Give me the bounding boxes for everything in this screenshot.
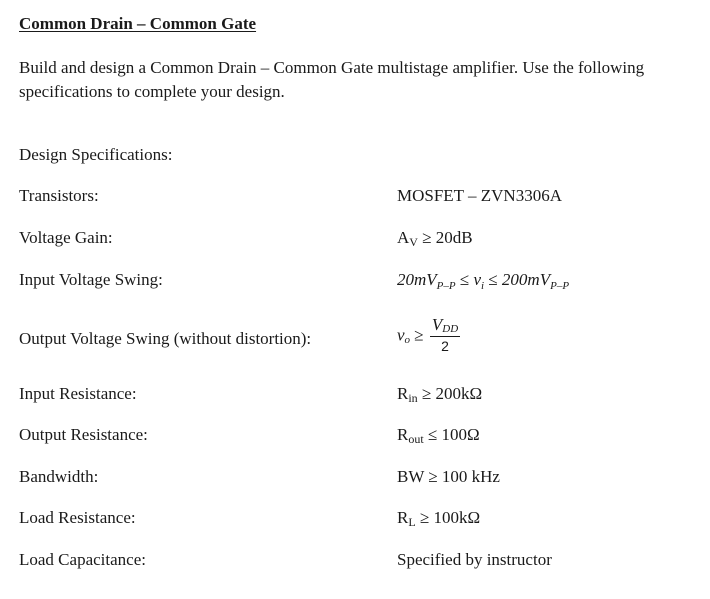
document-title: Common Drain – Common Gate bbox=[19, 14, 257, 33]
rl-relation: ≥ 100kΩ bbox=[419, 508, 481, 527]
spec-value-load-resistance bbox=[397, 508, 480, 528]
rout-symbol: R bbox=[397, 425, 409, 444]
gain-symbol-subscript: V bbox=[409, 235, 418, 249]
input-swing-op1: ≤ bbox=[459, 270, 470, 289]
rl-symbol: R bbox=[397, 508, 409, 527]
fraction-numerator: VDD bbox=[431, 315, 459, 335]
spec-value-load-capacitance: Specified by instructor bbox=[397, 550, 552, 569]
spec-label-load-resistance: Load Resistance: bbox=[19, 508, 136, 527]
rin-symbol: R bbox=[397, 384, 409, 403]
spec-label-input-swing: Input Voltage Swing: bbox=[19, 270, 163, 289]
spec-value-input-swing bbox=[397, 270, 569, 290]
fraction-numerator-subscript: DD bbox=[442, 323, 459, 335]
output-swing-var-subscript: o bbox=[404, 333, 411, 346]
spec-value-output-swing bbox=[397, 316, 460, 355]
spec-value-voltage-gain bbox=[397, 228, 473, 248]
output-swing-var: v bbox=[397, 325, 405, 345]
input-swing-var: v bbox=[473, 270, 482, 289]
spec-row-bandwidth bbox=[0, 467, 710, 497]
spec-row-input-resistance bbox=[0, 384, 710, 414]
spec-row-voltage-gain bbox=[0, 228, 710, 258]
output-swing-fraction bbox=[430, 316, 460, 355]
rin-relation: ≥ 200kΩ bbox=[421, 384, 483, 403]
input-swing-lower: 20mV bbox=[397, 270, 437, 289]
spec-label-load-capacitance: Load Capacitance: bbox=[19, 550, 146, 569]
output-swing-op: ≥ bbox=[414, 325, 424, 345]
spec-row-output-resistance bbox=[0, 425, 710, 455]
spec-value-bandwidth: BW ≥ 100 kHz bbox=[397, 467, 500, 486]
spec-row-output-swing bbox=[0, 316, 710, 366]
input-swing-upper-subscript: P–P bbox=[550, 280, 570, 292]
spec-row-input-swing bbox=[0, 270, 710, 300]
rout-relation: ≤ 100Ω bbox=[427, 425, 480, 444]
intro-paragraph: Build and design a Common Drain – Common Gate multistage amplifier. Use the following specifications to complete your design. bbox=[19, 58, 645, 101]
input-swing-var-subscript: i bbox=[481, 280, 485, 292]
input-swing-op2: ≤ bbox=[488, 270, 498, 289]
rout-symbol-subscript: out bbox=[408, 432, 424, 446]
spec-label-input-resistance: Input Resistance: bbox=[19, 384, 137, 403]
spec-row-load-resistance bbox=[0, 508, 710, 538]
rl-symbol-subscript: L bbox=[408, 515, 416, 529]
spec-value-input-resistance bbox=[397, 384, 482, 404]
gain-relation: ≥ 20dB bbox=[422, 228, 473, 247]
spec-value-output-resistance bbox=[397, 425, 480, 445]
spec-value-transistors: MOSFET – ZVN3306A bbox=[397, 186, 562, 205]
spec-row-load-capacitance bbox=[0, 550, 710, 580]
spec-label-transistors: Transistors: bbox=[19, 186, 99, 205]
spec-label-bandwidth: Bandwidth: bbox=[19, 467, 99, 486]
spec-label-voltage-gain: Voltage Gain: bbox=[19, 228, 113, 247]
fraction-denominator: 2 bbox=[441, 338, 449, 354]
gain-symbol: A bbox=[397, 228, 410, 247]
input-swing-upper: 200mV bbox=[501, 270, 551, 289]
spec-label-output-resistance: Output Resistance: bbox=[19, 425, 148, 444]
spec-row-transistors bbox=[0, 186, 710, 216]
spec-label-output-swing: Output Voltage Swing (without distortion): bbox=[19, 329, 312, 348]
specifications-heading: Design Specifications: bbox=[19, 145, 173, 164]
input-swing-lower-subscript: P–P bbox=[436, 280, 456, 292]
rin-symbol-subscript: in bbox=[408, 391, 418, 405]
